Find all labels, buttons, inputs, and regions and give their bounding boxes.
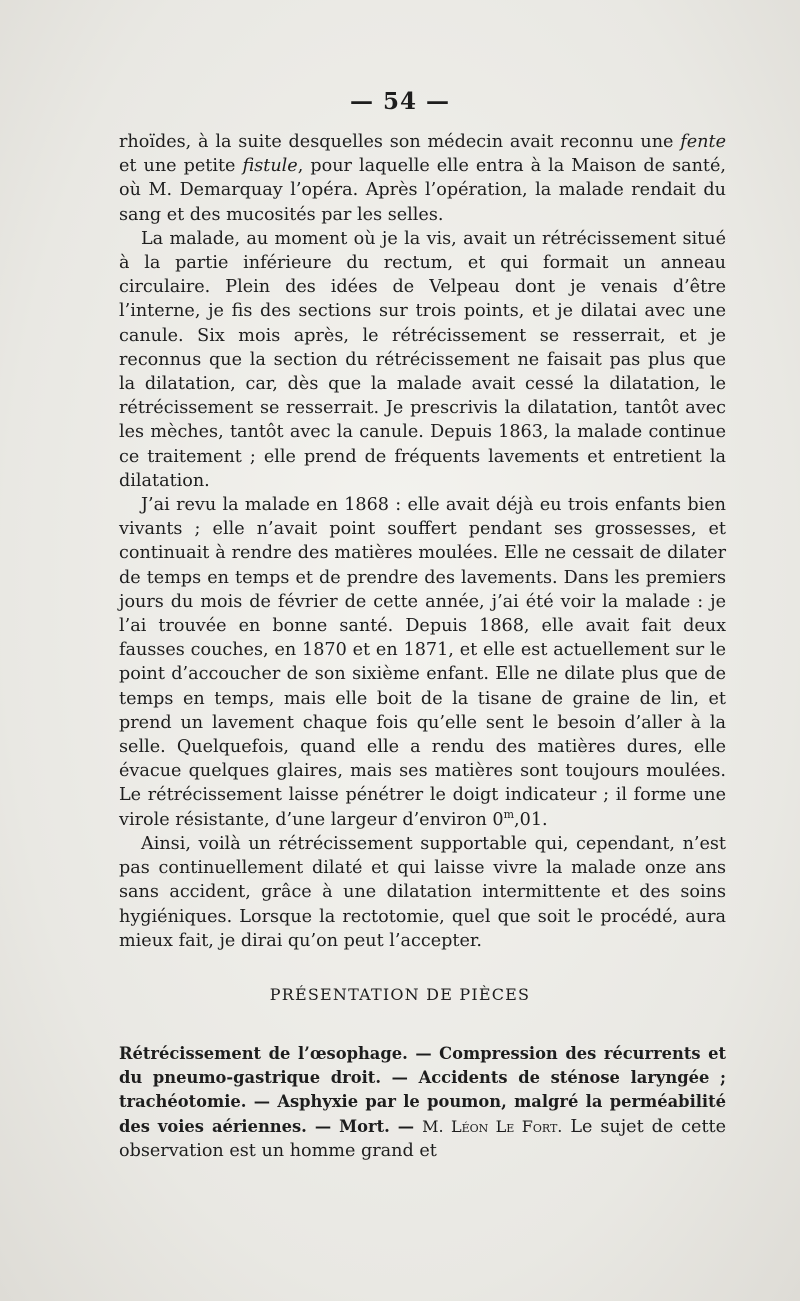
italic-word-fente: fente — [680, 132, 726, 152]
body-text — [119, 130, 726, 953]
measure-superscript: m — [503, 807, 515, 821]
paragraph-3 — [119, 493, 726, 832]
measure-text: Le rétrécissement laisse pénétrer le doigt indicateur ; il forme une virole résistante, d’une largeur d’environ 0 — [119, 785, 726, 830]
page-number: — 54 — — [349, 88, 451, 115]
paragraph-3-text: J’ai revu la malade en 1868 : elle avait déjà eu trois enfants bien vivants ; elle n’avait point souffert pendant ses grossesses, et continuait à rendre des matières moulées. Elle ne cessait de dilater de temps en temps et de prendre des lavements. Dans les premiers jours du mois de février de cette année, j’ai été voir la malade : je l’ai trouvée en bonne santé. Depuis 1868, elle avait fait deux fausses couches, en 1870 et en 1871, et elle est actuellement sur le point d’accoucher de son sixième enfant. Elle ne dilate plus que de temps en temps, mais elle boit de la tisane de graine de lin, et prend un lavement chaque fois qu’elle sent le besoin d’aller à la selle. Quelquefois, quand elle a rendu des matières dures, elle évacue quelques glaires, mais ses matières sont toujours moulées. Le rétrécissement laisse pénétrer le doigt indicateur ; il forme une virole résistante, d’une largeur d’environ 0$^m$,01. — [119, 495, 726, 830]
measure-end: ,01. — [514, 809, 548, 830]
paragraph-2: La malade, au moment où je la vis, avait un rétrécissement situé à la partie inférieure du rectum, et qui formait un anneau circulaire. Plein des idées de Velpeau dont je venais d’être l’interne, je fis des sections sur trois points, et je dilatai avec une canule. Six mois après, le rétrécissement se resserrait, et je reconnus que la section du rétrécissement ne faisait pas plus que la dilatation, car, dès que la malade avait cessé la dilatation, le rétrécissement se resserrait. Je prescrivis la dilatation, tantôt avec les mèches, tantôt avec la canule. Depuis 1863, la malade continue ce traitement ; elle prend de fréquents lavements et entretient la dilatation. — [119, 228, 726, 491]
case-author: M. Léon Le Fort. — [422, 1116, 563, 1136]
case-text: Le sujet de cette observation est un homme grand et — [119, 1116, 727, 1161]
paragraph-1-end: , pour laquelle elle entra à la Maison de santé, où M. Demarquay l’opéra. Après l’opération, la malade rendait du sang et des mucosités par les selles. — [119, 156, 727, 225]
paragraph-1-mid: et une petite — [119, 156, 243, 177]
paragraph-1 — [119, 130, 726, 227]
italic-word-fistule: fistule — [242, 156, 298, 177]
case-title: Rétrécissement de l’œsophage. — Compression des récurrents et du pneumo-gastrique droit. — Accidents de sténose laryngée ; trachéotomie. — Asphyxie par le poumon, malgré la perméabilité des voies aériennes. — Mort. — — [119, 1044, 726, 1136]
paragraph-4: Ainsi, voilà un rétrécissement supportable qui, cependant, n’est pas continuellement dilaté et qui laisse vivre la malade onze ans sans accident, grâce à une dilatation intermittente et des soins hygiéniques. Lorsque la rectotomie, quel que soit le procédé, aura mieux fait, je dirai qu’on peut l’accepter. — [119, 833, 726, 951]
case-observation — [119, 1042, 726, 1163]
paragraph-1-start: rhoïdes, à la suite desquelles son médecin avait reconnu une — [119, 132, 681, 152]
section-heading: PRÉSENTATION DE PIÈCES — [269, 985, 531, 1004]
